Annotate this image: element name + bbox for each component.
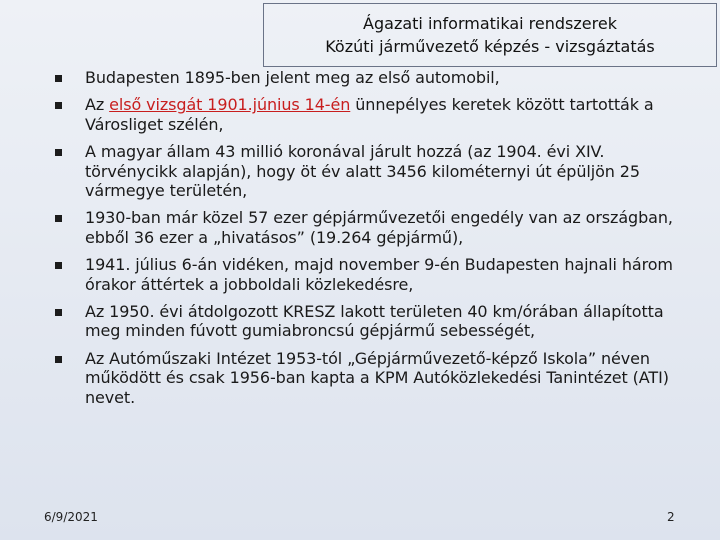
square-bullet-icon xyxy=(55,102,62,109)
bullet-text-post: ünnepélyes keretek között tartották a Városliget szélén, xyxy=(85,95,654,134)
bullet-list xyxy=(55,68,695,415)
square-bullet-icon xyxy=(55,75,62,82)
bullet-text-pre: Az xyxy=(85,95,110,115)
bullet-item xyxy=(55,68,695,87)
highlighted-text: első vizsgát 1901.június 14-én xyxy=(109,95,351,115)
bullet-text: Az 1950. évi átdolgozott KRESZ lakott területen 40 km/órában állapította meg minden fúvott gumiabroncsú gépjármű sebességét, xyxy=(85,302,664,341)
bullet-text: Budapesten 1895-ben jelent meg az első automobil, xyxy=(85,68,500,87)
square-bullet-icon xyxy=(55,215,62,222)
bullet-text: 1930-ban már közel 57 ezer gépjárművezetői engedély van az országban, ebből 36 ezer a „hivatásos” (19.264 gépjármű), xyxy=(85,208,673,247)
bullet-text: Az Autóműszaki Intézet 1953-tól „Gépjárművezető-képző Iskola” néven működött és csak 1956-ban kapta a KPM Autóközlekedési Tanintézet (ATI) nevet. xyxy=(85,348,669,407)
bullet-item xyxy=(55,349,695,407)
bullet-text: 1941. július 6-án vidéken, majd november 9-én Budapesten hajnali három órakor áttértek a jobboldali közlekedésre, xyxy=(85,255,673,294)
bullet-item xyxy=(55,208,695,247)
bullet-item xyxy=(55,255,695,294)
bullet-item xyxy=(55,302,695,341)
slide-title-box xyxy=(263,3,717,67)
square-bullet-icon xyxy=(55,262,62,269)
page-number: 2 xyxy=(667,510,675,524)
bullet-item xyxy=(55,142,695,200)
bullet-item xyxy=(55,95,695,134)
square-bullet-icon xyxy=(55,356,62,363)
square-bullet-icon xyxy=(55,149,62,156)
slide-title-line2: Közúti járművezető képzés - vizsgáztatás xyxy=(325,37,655,56)
square-bullet-icon xyxy=(55,309,62,316)
slide-title-line1: Ágazati informatikai rendszerek xyxy=(363,14,617,33)
bullet-text: A magyar állam 43 millió koronával járult hozzá (az 1904. évi XIV. törvénycikk alapján), hogy öt év alatt 3456 kilométernyi út épüljön 25 vármegye területén, xyxy=(85,142,640,201)
footer-date: 6/9/2021 xyxy=(44,510,98,524)
